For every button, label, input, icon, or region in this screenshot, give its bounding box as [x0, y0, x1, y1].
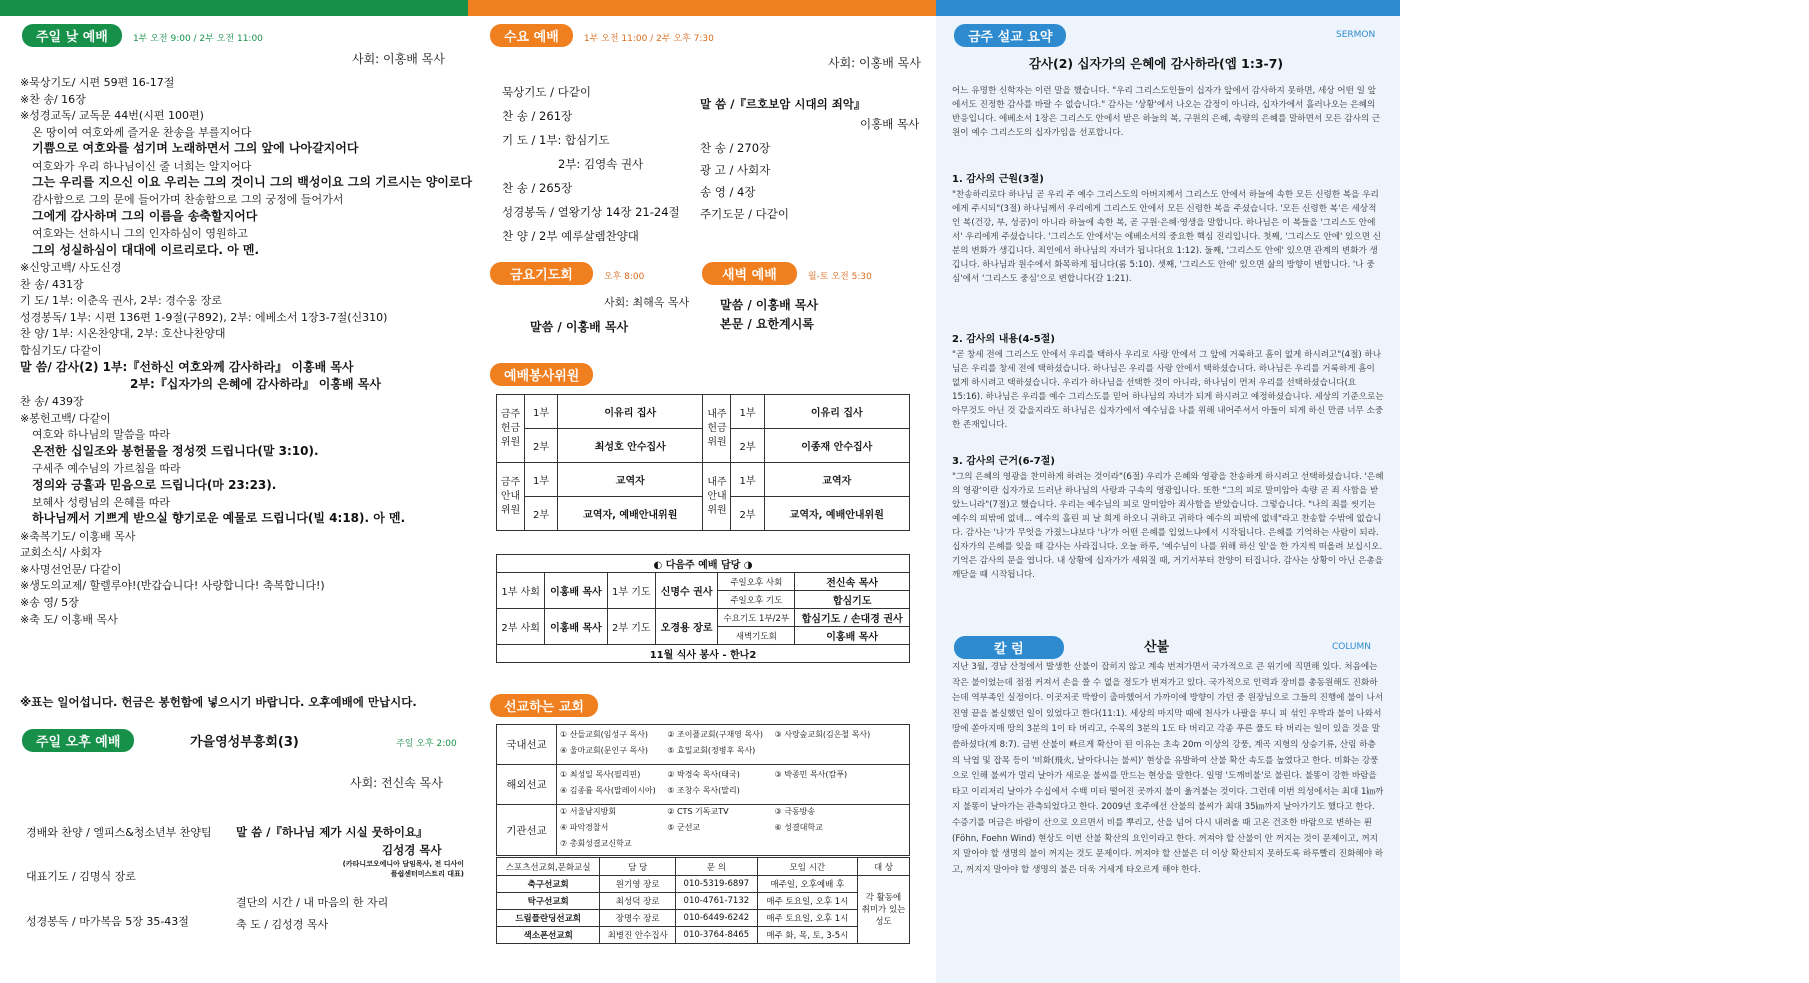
sunday-afternoon-title: 주일 오후 예배 [22, 729, 134, 752]
point-text: "찬송하리로다 하나님 곧 우리 주 예수 그리스도의 아버지께서 그리스도 안에서 하늘에 속한 모든 신령한 복을 우리에게 주시되"(3절) 하나님께서 우리에게 그리스도 안에서 모든 신령한 복을 주셨습니다. '모든 신령한 복'은 세상적인 복(건강, 부, 성공)이 아니라 하늘에 속한 복, 곧 구원·은혜·영생을 말합니다. 하나님은 이 복들을 '그리스도 안에서' 우리에게 주셨습니다. '그리스도 안에서'는 에베소서의 중요한 핵심 진리입니다. 첫째, '그리스도 안에' 있으면 신분의 변화가 생깁니다. 죄인에서 하나님의 자녀가 됩니다(요 1:12). 둘째, '그리스도 안에' 있으면 관계의 변화가 생깁니다. 하나님과 원수에서 화목하게 됩니다(롬 5:10). 셋째, '그리스도 안에' 있으면 삶의 방향이 변합니다. '나 중심'에서 '그리스도 중심'으로 변합니다(갈 1:21). [952, 190, 1382, 284]
table-cell: 010-3764-8465 [675, 927, 757, 944]
table-cell: 이유리 집사 [558, 395, 703, 429]
table-cell: 주일오후 기도 [718, 591, 795, 609]
mission-item: ⑤ 조창수 목사(말리) [667, 785, 740, 795]
wednesday-item: 송 영 / 4장 [700, 185, 756, 199]
order-line: 찬 송/ 431장 [20, 277, 84, 291]
left-column [0, 16, 473, 983]
wednesday-header [490, 24, 714, 47]
mission-item: ③ 사랑숲교회(김은철 목사) [774, 729, 871, 739]
table-row [497, 395, 910, 429]
table-cell: 교역자 [558, 463, 703, 497]
table-cell: 1부 [525, 395, 558, 429]
table-row [497, 555, 910, 573]
point-title: 1. 감사의 근원(3절) [952, 174, 1044, 185]
table-row [497, 645, 910, 663]
table-cell: 1부 [731, 395, 764, 429]
mission-label: 기관선교 [497, 805, 557, 856]
order-line: 하나님께서 기쁘게 받으실 향기로운 예물로 드립니다(빌 4:18). 아 멘. [32, 511, 406, 526]
sports-table [496, 857, 910, 944]
mission-item: ③ 극동방송 [774, 807, 816, 816]
table-cell: 교역자 [764, 463, 909, 497]
column-title: 칼 럼 [954, 636, 1064, 659]
table-cell: 축구선교회 [497, 876, 600, 893]
order-line: ※찬 송/ 16장 [20, 92, 86, 106]
mission-title: 선교하는 교회 [490, 694, 598, 717]
table-cell: 최성덕 장로 [600, 893, 676, 910]
order-line: 기쁨으로 여호와를 섬기며 노래하면서 그의 앞에 나아갈지어다 [32, 141, 359, 156]
table-header-cell: 모임 시간 [757, 858, 857, 876]
meal-service: 11월 식사 봉사 - 한나2 [497, 645, 910, 663]
servants-header [490, 363, 593, 386]
afternoon-speaker-note: (카타니코오에니아 담임목사, 전 디사이플쉽센터미스트리 대표) [342, 860, 464, 878]
order-line: 기 도/ 1부: 이춘옥 권사, 2부: 경수웅 장로 [20, 294, 222, 308]
wednesday-item: 2부: 김영속 권사 [558, 157, 644, 171]
table-row [497, 893, 910, 910]
top-bar-orange [468, 0, 936, 16]
order-line: 성경봉독/ 1부: 시편 136편 1-9절(구892), 2부: 에베소서 1장3-7절(신310) [20, 310, 388, 324]
table-cell: 금주 헌금 위원 [497, 395, 525, 463]
order-line: ※축 도/ 이홍배 목사 [20, 612, 118, 626]
afternoon-speaker: 김성경 목사 [382, 843, 442, 857]
table-cell: 새벽기도회 [718, 627, 795, 645]
table-cell: 1부 기도 [607, 573, 655, 609]
sunday-morning-header [22, 24, 263, 47]
top-bar-blue [936, 0, 1400, 16]
mission-item: ① 최성일 목사(필리핀) [560, 769, 641, 779]
table-row [497, 609, 910, 627]
table-cell: 내주 헌금 위원 [703, 395, 731, 463]
wednesday-item: 묵상기도 / 다같이 [502, 85, 591, 99]
sunday-morning-title: 주일 낮 예배 [22, 24, 122, 47]
point-title: 3. 감사의 근거(6-7절) [952, 456, 1055, 467]
point-title: 2. 감사의 내용(4-5절) [952, 334, 1055, 345]
order-line: 말 씀/ 감사(2) 1부:『선하신 여호와께 감사하라』 이홍배 목사 [20, 359, 354, 374]
table-cell: 최성호 안수집사 [558, 429, 703, 463]
table-cell: 2부 사회 [497, 609, 545, 645]
dawn-title: 새벽 예배 [702, 262, 797, 285]
wednesday-presider: 사회: 이홍배 목사 [828, 56, 921, 70]
mission-items [557, 765, 910, 805]
table-row [497, 765, 910, 805]
next-week-table [496, 554, 910, 663]
table-cell: 매주 토요일, 오후 1시 [757, 910, 857, 927]
right-column [936, 16, 1400, 983]
mission-item: ④ 파악경찰서 [560, 823, 609, 832]
mission-item: ④ 김종률 목사(말레이시아) [560, 785, 656, 795]
table-cell: 최병진 안수집사 [600, 927, 676, 944]
order-line: 여호와는 선하시니 그의 인자하심이 영원하고 [32, 227, 248, 241]
table-cell: 이종재 안수집사 [764, 429, 909, 463]
table-cell: 색소폰선교회 [497, 927, 600, 944]
friday-time: 오후 8:00 [603, 272, 645, 282]
mission-item: ② 조이플교회(구재영 목사) [667, 729, 764, 739]
order-line: 여호와가 우리 하나님이신 줄 너희는 알지어다 [32, 159, 252, 173]
servants-title: 예배봉사위원 [490, 363, 593, 386]
servants-table [496, 394, 910, 531]
table-cell: 1부 사회 [497, 573, 545, 609]
order-line: 그는 우리를 지으신 이요 우리는 그의 것이니 그의 백성이요 그의 기르시는 양이로다 [32, 175, 473, 190]
table-cell: 내주 안내 위원 [703, 463, 731, 531]
mission-header [490, 694, 598, 717]
table-row [497, 927, 910, 944]
table-header-cell: 대 상 [858, 858, 910, 876]
table-cell: 교역자, 예배안내위원 [558, 497, 703, 531]
table-cell: 탁구선교회 [497, 893, 600, 910]
order-line: 2부:『십자가의 은혜에 감사하라』 이홍배 목사 [130, 376, 381, 391]
point-text: "그의 은혜의 영광을 찬미하게 하려는 것이라"(6절) 우리가 은혜와 영광을 찬송하게 하시려고 선택하셨습니다. '은혜의 영광'이란 십자가로 드러난 하나님의 사랑과 구속의 영광입니다. 또한 "그의 피로 말미암아 속량 곧 죄 사함을 받았느니라"(7절)고 했습니다. 우리는 예수님의 피로 말미암아 죄사함을 받았습니다. 그렇습니다. "나의 죄를 씻기는 예수의 피밖에 없네... 예수의 흘린 피 날 희게 하오니 귀하고 귀하다 예수의 피밖에 없네"라고 찬송할 수밖에 없습니다. 감사는 '나'가 무엇을 가졌느냐보다 '나'가 어떤 은혜를 입었느냐에서 시작됩니다. 은혜를 기억하는 사람이 되라. 십자가의 은혜를 잊을 때 감사는 사라집니다. 오늘 하루, '예수님이 나를 위해 하신 일'을 한 가지씩 떠올려 보십시오. 기억은 감사의 문을 엽니다. 내 상황에 십자가가 세워질 때, 거기서부터 찬양이 터집니다. 감사는 상황이 아닌 은총을 깨닫을 때 시작됩니다. [952, 472, 1384, 580]
sunday-morning-presider: 사회: 이홍배 목사 [352, 52, 445, 66]
order-line: 정의와 긍휼과 믿음으로 드립니다(마 23:23). [32, 477, 277, 492]
table-cell: 2부 [731, 497, 764, 531]
table-row [497, 858, 910, 876]
sunday-afternoon-presider: 사회: 전신속 목사 [350, 776, 443, 790]
table-cell: 장명수 장로 [600, 910, 676, 927]
table-cell: 이홍배 목사 [795, 627, 910, 645]
order-line: 여호와 하나님의 말씀을 따라 [32, 428, 171, 442]
column-header [954, 636, 1064, 659]
table-cell: 교역자, 예배안내위원 [764, 497, 909, 531]
mission-item: ② 박경숙 목사(태국) [667, 769, 740, 779]
order-line: ※사명선언문/ 다같이 [20, 562, 122, 576]
table-row [497, 910, 910, 927]
order-line: ※묵상기도/ 시편 59편 16-17절 [20, 76, 175, 89]
wednesday-item: 성경봉독 / 열왕기상 14장 21-24절 [502, 205, 680, 219]
table-cell: 금주 안내 위원 [497, 463, 525, 531]
sunday-morning-time: 1부 오전 9:00 / 2부 오전 11:00 [132, 34, 263, 44]
friday-sermon: 말씀 / 이홍배 목사 [530, 320, 629, 334]
table-cell: 1부 [525, 463, 558, 497]
table-cell: 드림플란딩선교회 [497, 910, 600, 927]
table-header-cell: 담 당 [600, 858, 676, 876]
table-cell: 2부 [731, 429, 764, 463]
mission-item: ② CTS 기독교TV [667, 807, 729, 816]
sermon-summary-header [954, 24, 1066, 47]
friday-title: 금요기도회 [490, 262, 593, 285]
column-headline: 산불 [1144, 640, 1170, 655]
mission-item: ⑤ 효밀교회(정병후 목사) [667, 745, 756, 755]
order-line: 감사함으로 그의 문에 들어가며 찬송함으로 그의 궁정에 들어가서 [32, 193, 344, 207]
table-cell: 010-4761-7132 [675, 893, 757, 910]
table-cell: 주일오후 사회 [718, 573, 795, 591]
wednesday-sermon: 말 씀 /『르호보암 시대의 죄악』 [700, 97, 866, 111]
wednesday-time: 1부 오전 11:00 / 2부 오후 7:30 [583, 34, 714, 44]
order-line: 찬 송/ 439장 [20, 395, 84, 408]
dawn-sermon: 말씀 / 이홍배 목사 [720, 298, 819, 312]
order-line: 온전한 십일조와 봉헌물을 정성껏 드립니다(말 3:10). [32, 443, 319, 458]
sermon-summary-title: 금주 설교 요약 [954, 24, 1066, 47]
table-row [497, 876, 910, 893]
order-line: 온 땅이여 여호와께 즐거운 찬송을 부를지어다 [32, 125, 252, 139]
afternoon-benediction: 축 도 / 김성경 목사 [236, 918, 329, 931]
dawn-text: 본문 / 요한계시록 [720, 317, 814, 331]
table-row [497, 805, 910, 856]
table-cell: 010-5319-6897 [675, 876, 757, 893]
sports-target: 각 활동에 취미가 있는 성도 [858, 876, 910, 944]
sermon-tag: SERMON [1336, 30, 1376, 40]
table-header-cell: 스포츠선교회,문화교실 [497, 858, 600, 876]
order-line: 합심기도/ 다같이 [20, 344, 102, 357]
order-line: 그의 성실하심이 대대에 이르리로다. 아 멘. [32, 242, 260, 257]
table-cell: 합심기도 [795, 591, 910, 609]
order-line: ※신앙고백/ 사도신경 [20, 261, 122, 274]
mission-items [557, 725, 910, 765]
table-cell: 2부 기도 [607, 609, 655, 645]
table-cell: 2부 [525, 429, 558, 463]
table-cell: 신명수 권사 [655, 573, 717, 609]
table-cell: 이홍배 목사 [545, 609, 607, 645]
table-cell: 매주 화, 목, 토, 3-5시 [757, 927, 857, 944]
column-tag: COLUMN [1332, 642, 1372, 652]
column-text: 지난 3월, 경남 산청에서 발생한 산불이 잡히지 않고 계속 번져가면서 국가적으로 큰 위기에 직면해 있다. 처음에는 작은 불이었는데 점점 커져서 손을 쓸 수 없을 정도가 번져가고 있다. 국가적으로 인력과 장비를 총동원해도 진화하는데 역부족인 실정이다. 이곳저곳 박쌍이 출마했어서 가까이에 방향이 가던 중 원장님으로 그들의 진행에 불이 나서 진영 끝을 볼실했던 일이 있었다고 한다(11:1). 세상의 마지막 때에 천사가 나팔을 부니 피 섞인 우박과 불이 나와서 땅에 쏟아지매 땅의 3분의 1이 타 버리고, 수목의 3분의 1도 타 버리고 각종 푸른 풀도 타 버리는 일이 있을 것을 말씀하셨다(계 8:7). 금번 산불이 빠르게 확산이 된 이유는 초속 20m 이상의 강풍, 계곡 지형의 상승기류, 산림 하층의 낙엽 및 잡목 등이 '비화(飛火, 날아다니는 불씨)' 현상을 유발하여 산불 확산 속도를 높였다고 한다. 비화는 강풍으로 인해 불씨가 멀리 날아가 새로운 불씨를 만드는 현상을 말한다. 일명 '도깨비불'로 불린다. 불똥이 강한 바람을 타고 이리저리 날아가 수십에서 수백 미터 떨어진 곳까지 불이 옮겨붙는 것이다. 그런데 이번 의성에서는 최대 1㎞까지 불똥이 날아가는 관측되었다고 한다. 2009년 호주에선 산불의 불씨가 최대 35㎞까지 날아가기도 했다고 한다. 수증기를 머금은 바람이 산으로 오르면서 비를 뿌리고, 산을 넘어 다시 내려올 때 고온 건조한 바람으로 변하는 푄(Föhn, Foehn Wind) 현상도 이번 산불 확산의 요인이라고 한다. 꺼져야 할 산불이 안 꺼지는 것이 문제이고, 꺼지지 말아야 할 생명의 불이 꺼지는 것도 문제이다. 꺼져야 할 산불은 더 이상 확산되지 못하도록 하루빨리 진화해야 하고, 꺼지지 말아야 할 생명의 불은 더욱 거세게 타오르게 해야 한다. [952, 662, 1384, 875]
mission-item: ③ 박종민 목사(캄푸) [774, 769, 848, 779]
mission-items [557, 805, 910, 856]
order-line: 그에게 감사하며 그의 이름을 송축할지어다 [32, 209, 258, 223]
order-line: 교회소식/ 사회자 [20, 546, 102, 560]
sunday-afternoon-event: 가을영성부흥회(3) [190, 735, 299, 750]
mission-label: 해외선교 [497, 765, 557, 805]
dawn-header [702, 262, 872, 285]
friday-header [490, 262, 644, 285]
table-row [497, 573, 910, 591]
wednesday-item: 광 고 / 사회자 [700, 163, 771, 177]
wednesday-item: 찬 양 / 2부 예루살렘찬양대 [502, 229, 639, 243]
afternoon-decision: 결단의 시간 / 내 마음의 한 자리 [236, 896, 389, 909]
wednesday-item: 찬 송 / 261장 [502, 109, 573, 123]
table-row [497, 725, 910, 765]
next-week-title: ◐ 다음주 예배 담당 ◑ [497, 555, 910, 573]
dawn-time: 월-토 오전 5:30 [807, 272, 872, 282]
mission-item: ④ 울마교회(문인구 목사) [560, 745, 649, 755]
wednesday-sermon-by: 이홍배 목사 [860, 117, 920, 131]
middle-column [468, 16, 936, 983]
afternoon-reading: 성경봉독 / 마가복음 5장 35-43절 [26, 915, 189, 928]
mission-item: ⑥ 성결대학교 [774, 823, 823, 832]
table-cell: 합심기도 / 손대경 권사 [795, 609, 910, 627]
order-line: ※송 영/ 5장 [20, 596, 79, 609]
wednesday-item: 기 도 / 1부: 합심기도 [502, 133, 610, 147]
table-cell: 010-6449-6242 [675, 910, 757, 927]
afternoon-praise: 경배와 찬양 / 엘피스&청소년부 찬양팀 [26, 826, 212, 839]
order-line: ※성경교독/ 교독문 44번(시편 100편) [20, 109, 204, 123]
order-line: ※생도의교제/ 할렐루야!(반갑습니다! 사랑합니다! 축복합니다!) [20, 579, 325, 593]
order-line: ※축복기도/ 이홍배 목사 [20, 529, 136, 543]
wednesday-item: 주기도문 / 다같이 [700, 207, 789, 221]
table-cell: 이홍배 목사 [545, 573, 607, 609]
sermon-intro: 어느 유명한 신학자는 이런 말을 했습니다. "우리 그리스도인들이 십자가 앞에서 감사하지 못하면, 세상 어떤 일 앞에서도 진정한 감사를 바랄 수 없습니다." 감사는 '상황'에서 나오는 감정이 아니라, 십자가에서 흘러나오는 은혜의 반응입니다. 에베소서 1장은 그리스도 안에서 받은 하늘의 복, 구원의 은혜, 속량의 은혜를 말하면서 모든 감사의 근원이 예수 그리스도의 십자가임을 선포합니다. [952, 86, 1381, 138]
mission-item: ① 서울남지방회 [560, 807, 617, 816]
table-cell: 1부 [731, 463, 764, 497]
table-cell: 2부 [525, 497, 558, 531]
mission-label: 국내선교 [497, 725, 557, 765]
table-cell: 매주일, 오후예배 후 [757, 876, 857, 893]
point-text: "곧 창세 전에 그리스도 안에서 우리를 택하사 우리로 사랑 안에서 그 앞에 거룩하고 흠이 없게 하시려고"(4절) 하나님은 우리를 창세 전에 택하셨습니다. 하나님은 우리를 사랑 안에서 택하셨습니다. 하나님은 우리를 거룩하게 흠이 없게 하시려고 택하셨습니다. 우리가 하나님을 선택한 것이 아니라, 하나님이 먼저 우리를 선택하셨습니다(요 15:16). 하나님은 우리를 예수 그리스도를 믿어 하나님의 자녀가 되게 하시려고 예정하셨습니다. 세상의 기준으로는 아무것도 아닌 것 같을지라도 하나님은 십자가에서 예수님을 나를 위해 내어주셔서 아들이 되게 하신 만큼 너무 소중한 존재입니다. [952, 350, 1384, 430]
table-cell: 전신속 목사 [795, 573, 910, 591]
afternoon-prayer: 대표기도 / 김명식 장로 [26, 870, 136, 883]
sunday-afternoon-time: 주일 오후 2:00 [396, 739, 457, 749]
mission-item: ⑦ 총회성결교신학교 [560, 839, 632, 848]
table-cell: 매주 토요일, 오후 1시 [757, 893, 857, 910]
afternoon-sermon: 말 씀 /『하나님 제가 시실 뭇하이요』 [236, 825, 428, 839]
mission-table [496, 724, 910, 856]
mission-item: ⑤ 군선교 [667, 823, 701, 832]
table-cell: 원기영 장로 [600, 876, 676, 893]
order-line: 구세주 예수님의 가르침을 따라 [32, 462, 181, 475]
sunday-morning-note: ※표는 일어섭니다. 헌금은 봉헌함에 넣으시기 바랍니다. 오후예배에 만납시다. [20, 695, 417, 709]
table-cell: 오경용 장로 [655, 609, 717, 645]
wednesday-item: 찬 송 / 270장 [700, 141, 771, 155]
sermon-headline: 감사(2) 십자가의 은혜에 감사하라(엡 1:3-7) [1028, 56, 1284, 71]
order-line: ※봉헌고백/ 다같이 [20, 411, 111, 425]
order-line: 찬 양/ 1부: 시온찬양대, 2부: 호산나찬양대 [20, 327, 226, 341]
top-bar-green [0, 0, 468, 16]
friday-presider: 사회: 최해옥 목사 [604, 296, 690, 309]
wednesday-item: 찬 송 / 265장 [502, 181, 573, 195]
sunday-afternoon-header [22, 729, 134, 752]
table-cell: 이유리 집사 [764, 395, 909, 429]
table-row [497, 463, 910, 497]
mission-item: ① 산들교회(임성구 목사) [560, 729, 649, 739]
order-line: 보혜사 성령님의 은혜를 따라 [32, 495, 171, 509]
table-cell: 수요기도 1부/2부 [718, 609, 795, 627]
wednesday-title: 수요 예배 [490, 24, 573, 47]
table-header-cell: 문 의 [675, 858, 757, 876]
